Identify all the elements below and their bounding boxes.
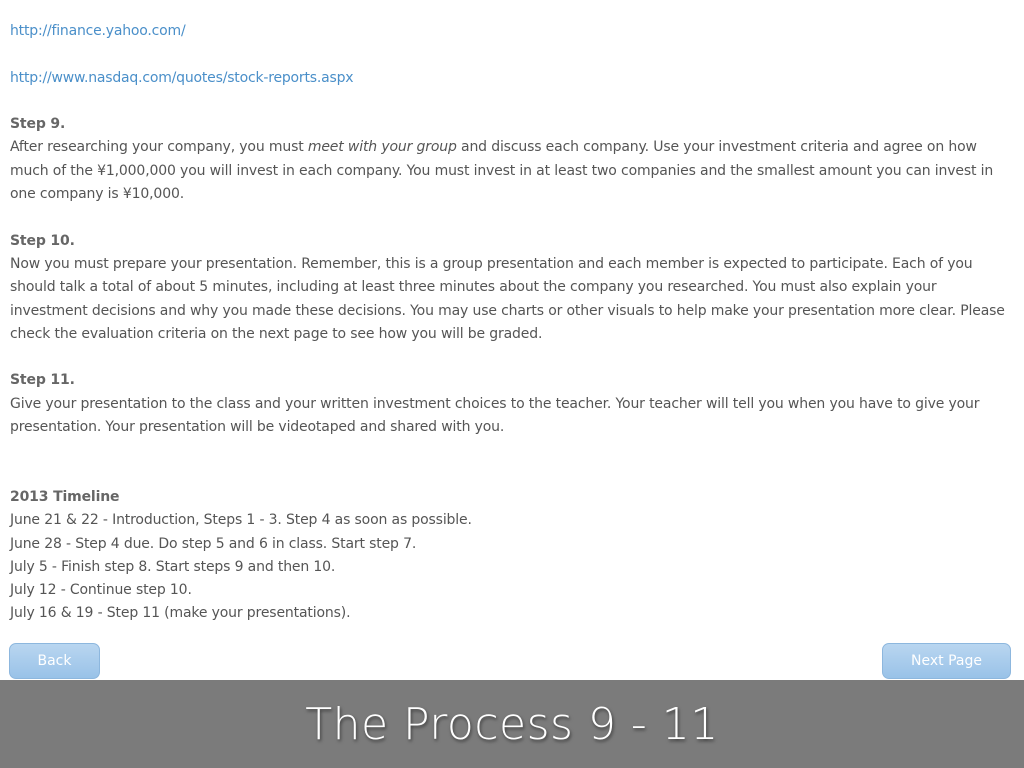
step-9-text-before: After researching your company, you must — [10, 139, 308, 156]
back-button[interactable]: Back — [9, 643, 100, 679]
step-9-emphasis: meet with your group — [307, 139, 457, 156]
timeline-item: June 21 & 22 - Introduction, Steps 1 - 3. Step 4 as soon as possible. — [10, 512, 472, 529]
timeline-item: July 12 - Continue step 10. — [10, 582, 192, 599]
step-11-section — [10, 369, 1014, 439]
step-9-heading: Step 9. — [10, 116, 66, 133]
step-11-heading: Step 11. — [10, 372, 75, 389]
timeline-item: July 16 & 19 - Step 11 (make your presentations). — [10, 605, 351, 622]
slide-caption: The Process 9 - 11 — [305, 698, 719, 750]
step-10-text: Now you must prepare your presentation. Remember, this is a group presentation and each member is expected to participate. Each of you should talk a total of about 5 minutes, including at least three minutes about the company you researched. You must also explain your investment decisions and why you made these decisions. You may use charts or other visuals to help make your presentation more clear. Please check the evaluation criteria on the next page to see how you will be graded. — [10, 255, 1005, 342]
step-11-text: Give your presentation to the class and your written investment choices to the teacher. Your teacher will tell you when you have to give your presentation. Your presentation will be videotaped and shared with you. — [10, 395, 980, 436]
link-nasdaq-stock-reports[interactable]: http://www.nasdaq.com/quotes/stock-reports.aspx — [10, 69, 354, 86]
main-content — [10, 20, 1014, 626]
step-9-text — [10, 136, 1014, 206]
link-yahoo-finance[interactable]: http://finance.yahoo.com/ — [10, 23, 186, 39]
timeline-section — [10, 486, 1014, 626]
timeline-heading: 2013 Timeline — [10, 488, 120, 505]
timeline-item: June 28 - Step 4 due. Do step 5 and 6 in class. Start step 7. — [10, 535, 417, 552]
step-10-heading: Step 10. — [10, 232, 75, 249]
timeline-item: July 5 - Finish step 8. Start steps 9 and then 10. — [10, 558, 336, 575]
caption-bar — [0, 680, 1024, 768]
next-page-button[interactable]: Next Page — [882, 643, 1011, 679]
step-9-section — [10, 113, 1014, 206]
step-9-text-after: and discuss each company. Use your investment criteria and agree on how much of the ¥1,000,000 you will invest in each company. You must invest in at least two companies and the smallest amount you can invest in one company is ¥10,000. — [10, 139, 994, 203]
step-10-section — [10, 230, 1014, 346]
